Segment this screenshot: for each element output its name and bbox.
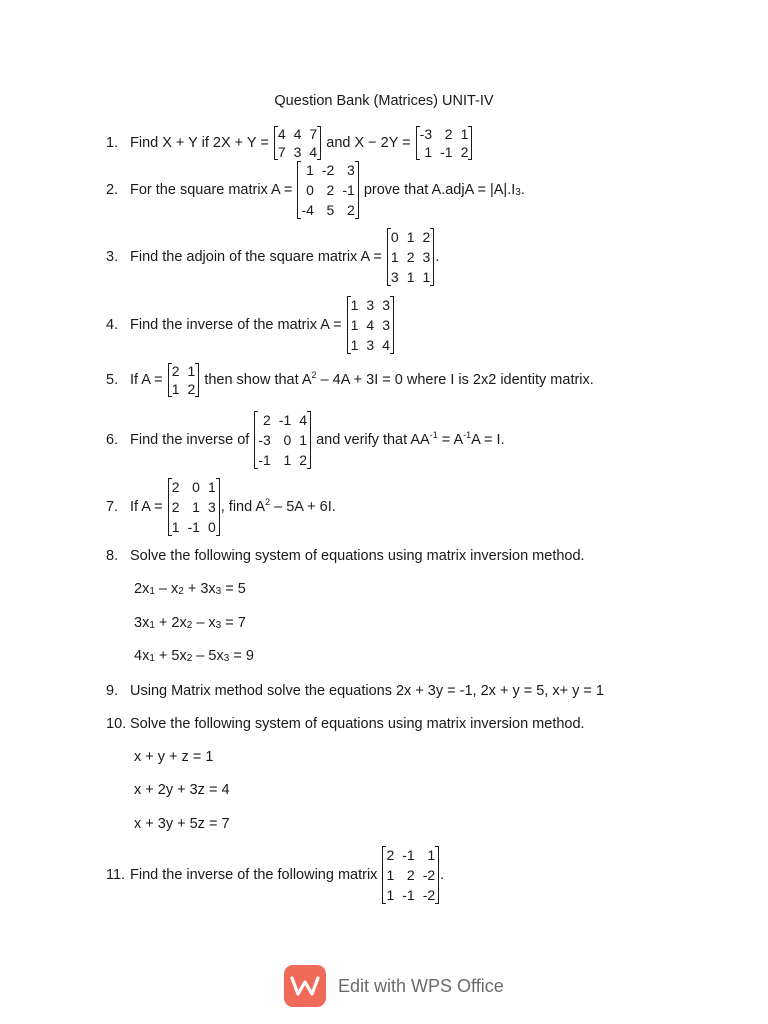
matrix-cell: 3 <box>422 249 431 265</box>
wps-edit-label[interactable]: Edit with WPS Office <box>338 975 504 996</box>
matrix-cell: 1 <box>171 381 180 397</box>
matrix-cell: -3 <box>258 432 271 448</box>
matrix-cell: 2 <box>406 867 415 883</box>
wps-edit-banner[interactable] <box>284 964 504 1008</box>
question-4: 4. Find the inverse of the matrix A = 1 3 3 1 4 3 1 3 4 <box>106 295 395 355</box>
question-1: 1. Find X + Y if 2X + Y = 4 4 7 7 3 4 and X − 2Y = -3 2 1 1 -1 2 <box>106 125 473 161</box>
matrix <box>387 227 434 287</box>
question-9: 9. Using Matrix method solve the equations 2x + 3y = -1, 2x + y = 5, x+ y = 1 <box>106 683 604 699</box>
matrix-cell: -2 <box>422 887 436 903</box>
matrix <box>254 410 311 470</box>
matrix-cell: 3 <box>293 144 302 160</box>
matrix-cell: -4 <box>301 202 314 218</box>
matrix-cell: 2 <box>171 499 180 515</box>
matrix-cell: -3 <box>419 126 433 142</box>
equation: x + 2y + 3z = 4 <box>134 782 230 798</box>
equation: x + 3y + 5z = 7 <box>134 816 230 832</box>
question-5: 5. If A = 2 1 1 2 then show that $A^2 - 4A + 3I = 0$ where I is 2x2 identity matrix. <box>106 363 594 397</box>
matrix-cell: 1 <box>390 249 399 265</box>
matrix-cell: 1 <box>306 162 314 178</box>
matrix-cell: 7 <box>309 126 318 142</box>
matrix-cell: 0 <box>390 229 399 245</box>
matrix-cell: 1 <box>171 519 180 535</box>
matrix-cell: 1 <box>406 269 415 285</box>
matrix-cell: 0 <box>192 479 200 495</box>
matrix-cell: 1 <box>283 452 292 468</box>
question-8: 8. Solve the following system of equations using matrix inversion method. <box>106 548 585 564</box>
matrix-cell: 1 <box>424 144 433 160</box>
matrix-cell: 1 <box>350 297 359 313</box>
matrix-cell: 2 <box>171 363 180 379</box>
matrix-cell: -1 <box>187 519 200 535</box>
question-10: 10. Solve the following system of equations using matrix inversion method. <box>106 716 585 732</box>
matrix-cell: 3 <box>390 269 399 285</box>
matrix <box>416 125 473 161</box>
page-title: Question Bank (Matrices) UNIT-IV <box>274 93 494 109</box>
matrix-cell: 3 <box>382 317 390 333</box>
matrix-cell: 1 <box>460 126 469 142</box>
matrix-cell: 2 <box>171 479 180 495</box>
matrix <box>168 477 220 537</box>
matrix-cell: -2 <box>321 162 335 178</box>
matrix <box>274 125 321 161</box>
matrix-cell: 1 <box>386 867 395 883</box>
matrix-cell: 0 <box>306 182 314 198</box>
matrix <box>347 295 394 355</box>
matrix-cell: 2 <box>444 126 453 142</box>
matrix-cell: 4 <box>382 337 390 353</box>
matrix-cell: 4 <box>293 126 302 142</box>
matrix-cell: 2 <box>422 229 431 245</box>
equation: x + y + z = 1 <box>134 749 214 765</box>
question-7: 7. If A = 2 0 1 2 1 3 1 -1 0 , find $A^2 - 5A + 6I$. <box>106 479 336 535</box>
matrix-cell: -1 <box>402 887 415 903</box>
matrix <box>297 160 358 220</box>
question-3: 3. Find the adjoin of the square matrix A = 0 1 2 1 2 3 3 1 1 . <box>106 229 440 285</box>
equation: $3x_1 + 2x_2 - x_3 = 7$ <box>134 615 246 631</box>
matrix-cell: 3 <box>382 297 390 313</box>
matrix-cell: 2 <box>299 452 308 468</box>
matrix-cell: 1 <box>427 847 436 863</box>
matrix-cell: 1 <box>187 363 196 379</box>
matrix-cell: 3 <box>347 162 355 178</box>
matrix-cell: 1 <box>422 269 431 285</box>
matrix-cell: 2 <box>187 381 196 397</box>
matrix-cell: 7 <box>277 144 286 160</box>
question-11: 11. Find the inverse of the following matrix 2 -1 1 1 2 -2 1 -1 -2 . <box>106 847 445 903</box>
question-6: 6. Find the inverse of 2 -1 4 -3 0 1 -1 1 2 and verify that $AA^{-1} = A^{-1}A = I$. <box>106 412 505 468</box>
matrix-cell: 1 <box>299 432 308 448</box>
equation: $4x_1 + 5x_2 - 5x_3 = 9$ <box>134 648 254 664</box>
matrix-cell: 4 <box>299 412 308 428</box>
equation: $2x_1 - x_2 + 3x_3 = 5$ <box>134 581 246 597</box>
matrix-cell: 4 <box>277 126 286 142</box>
matrix-cell: 5 <box>326 202 335 218</box>
matrix-cell: 3 <box>207 499 216 515</box>
matrix-cell: 0 <box>207 519 216 535</box>
matrix-cell: 2 <box>326 182 335 198</box>
question-2: 2. For the square matrix A = 1 -2 3 0 2 -1 -4 5 2 prove that A.adjA = $|A|.I_3$. <box>106 162 525 218</box>
matrix-cell: 1 <box>386 887 395 903</box>
matrix-cell: -1 <box>342 182 355 198</box>
matrix-cell: -1 <box>278 412 292 428</box>
matrix-cell: 2 <box>386 847 395 863</box>
matrix-cell: 0 <box>283 432 292 448</box>
matrix-cell: -1 <box>440 144 453 160</box>
matrix-cell: 4 <box>309 144 318 160</box>
matrix-cell: 2 <box>460 144 469 160</box>
matrix-cell: 1 <box>207 479 216 495</box>
matrix <box>382 845 439 905</box>
matrix <box>168 362 200 398</box>
matrix-cell: 1 <box>350 317 359 333</box>
matrix-cell: 2 <box>406 249 415 265</box>
wps-logo-icon <box>284 965 326 1007</box>
matrix-cell: -1 <box>258 452 271 468</box>
matrix-cell: 1 <box>406 229 415 245</box>
matrix-cell: 2 <box>347 202 355 218</box>
matrix-cell: 4 <box>366 317 375 333</box>
matrix-cell: 3 <box>366 297 375 313</box>
matrix-cell: 1 <box>350 337 359 353</box>
matrix-cell: 2 <box>262 412 271 428</box>
matrix-cell: -1 <box>402 847 415 863</box>
matrix-cell: -2 <box>422 867 436 883</box>
matrix-cell: 1 <box>192 499 200 515</box>
matrix-cell: 3 <box>366 337 375 353</box>
